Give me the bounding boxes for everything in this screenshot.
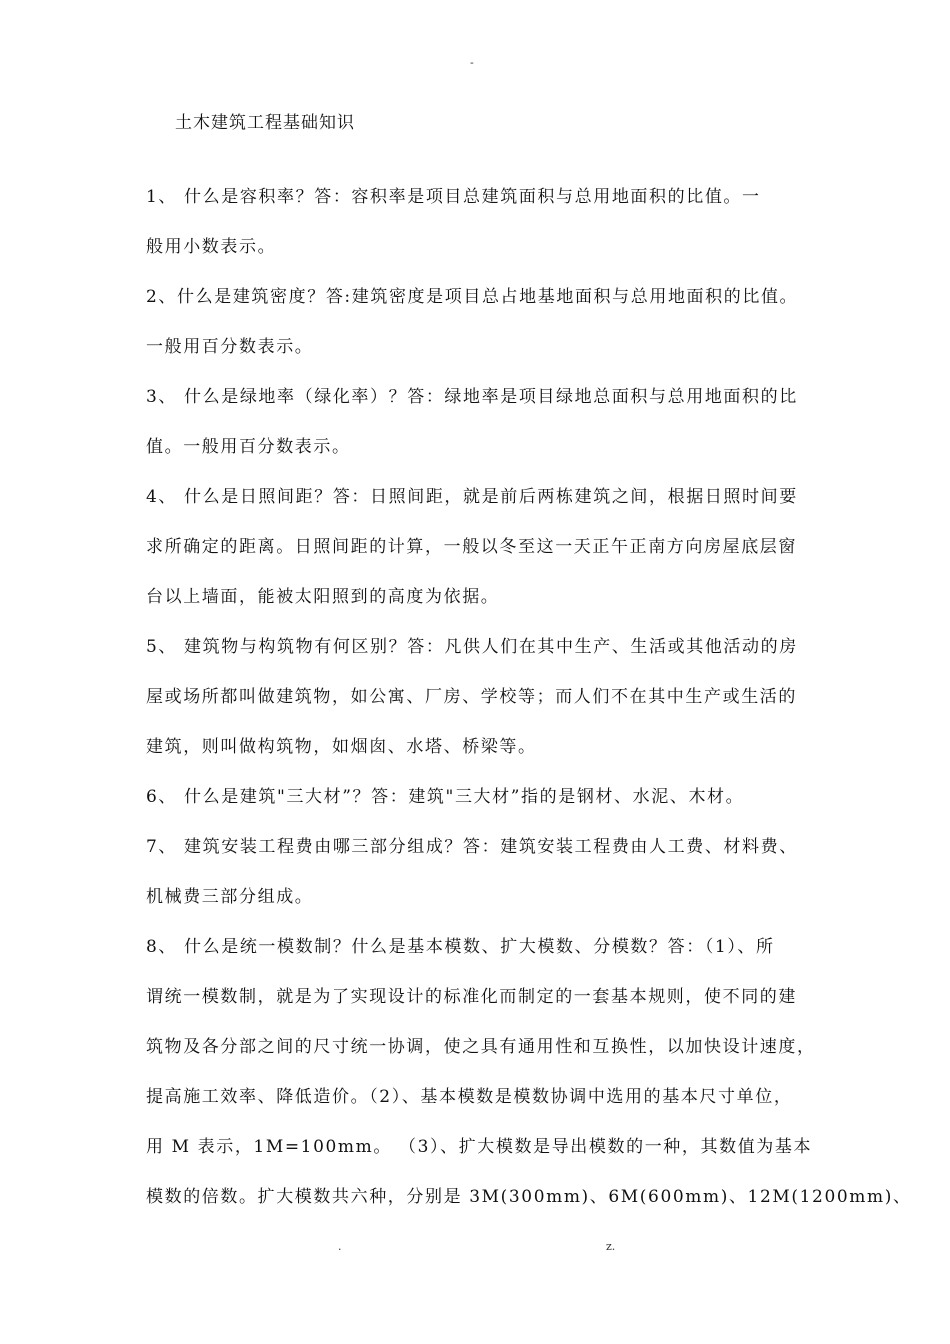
body-line: 筑物及各分部之间的尺寸统一协调，使之具有通用性和互换性，以加快设计速度， bbox=[146, 1037, 816, 1057]
body-line: 6、 什么是建筑"三大材”？答：建筑"三大材”指的是钢材、水泥、木材。 bbox=[146, 787, 745, 807]
body-line: 建筑，则叫做构筑物，如烟囱、水塔、桥梁等。 bbox=[146, 737, 537, 757]
body-line: 值。一般用百分数表示。 bbox=[146, 437, 351, 457]
body-line: 般用小数表示。 bbox=[146, 237, 277, 257]
body-line: 谓统一模数制，就是为了实现设计的标准化而制定的一套基本规则，使不同的建 bbox=[146, 987, 797, 1007]
body-line: 一般用百分数表示。 bbox=[146, 337, 314, 357]
body-line: 台以上墙面，能被太阳照到的高度为依据。 bbox=[146, 587, 500, 607]
body-line: 7、 建筑安装工程费由哪三部分组成？答：建筑安装工程费由人工费、材料费、 bbox=[146, 837, 798, 857]
body-line: 3、 什么是绿地率（绿化率）？答：绿地率是项目绿地总面积与总用地面积的比 bbox=[146, 387, 798, 407]
footer-left-mark: . bbox=[338, 1240, 342, 1253]
body-line: 用 M 表示，1M=100mm。 （3）、扩大模数是导出模数的一种，其数值为基本 bbox=[146, 1137, 813, 1157]
body-line: 机械费三部分组成。 bbox=[146, 887, 314, 907]
document-title: 土木建筑工程基础知识 bbox=[175, 113, 355, 133]
body-line: 4、 什么是日照间距？答：日照间距，就是前后两栋建筑之间，根据日照时间要 bbox=[146, 487, 798, 507]
body-line: 模数的倍数。扩大模数共六种，分别是 3M(300mm)、6M(600mm)、12M(1200mm)、 bbox=[146, 1187, 912, 1207]
footer-right-mark: z. bbox=[606, 1240, 616, 1253]
document-body bbox=[146, 172, 912, 1222]
body-line: 8、 什么是统一模数制？什么是基本模数、扩大模数、分模数？答：（1）、所 bbox=[146, 937, 775, 957]
body-line: 求所确定的距离。日照间距的计算，一般以冬至这一天正午正南方向房屋底层窗 bbox=[146, 537, 797, 557]
body-line: 5、 建筑物与构筑物有何区别？答：凡供人们在其中生产、生活或其他活动的房 bbox=[146, 637, 798, 657]
body-line: 提高施工效率、降低造价。（2）、基本模数是模数协调中选用的基本尺寸单位， bbox=[146, 1087, 793, 1107]
header-mark: - bbox=[470, 56, 474, 69]
body-line: 2、什么是建筑密度？答:建筑密度是项目总占地基地面积与总用地面积的比值。 bbox=[146, 287, 799, 307]
body-line: 1、 什么是容积率？答：容积率是项目总建筑面积与总用地面积的比值。一 bbox=[146, 187, 761, 207]
body-line: 屋或场所都叫做建筑物，如公寓、厂房、学校等；而人们不在其中生产或生活的 bbox=[146, 687, 797, 707]
